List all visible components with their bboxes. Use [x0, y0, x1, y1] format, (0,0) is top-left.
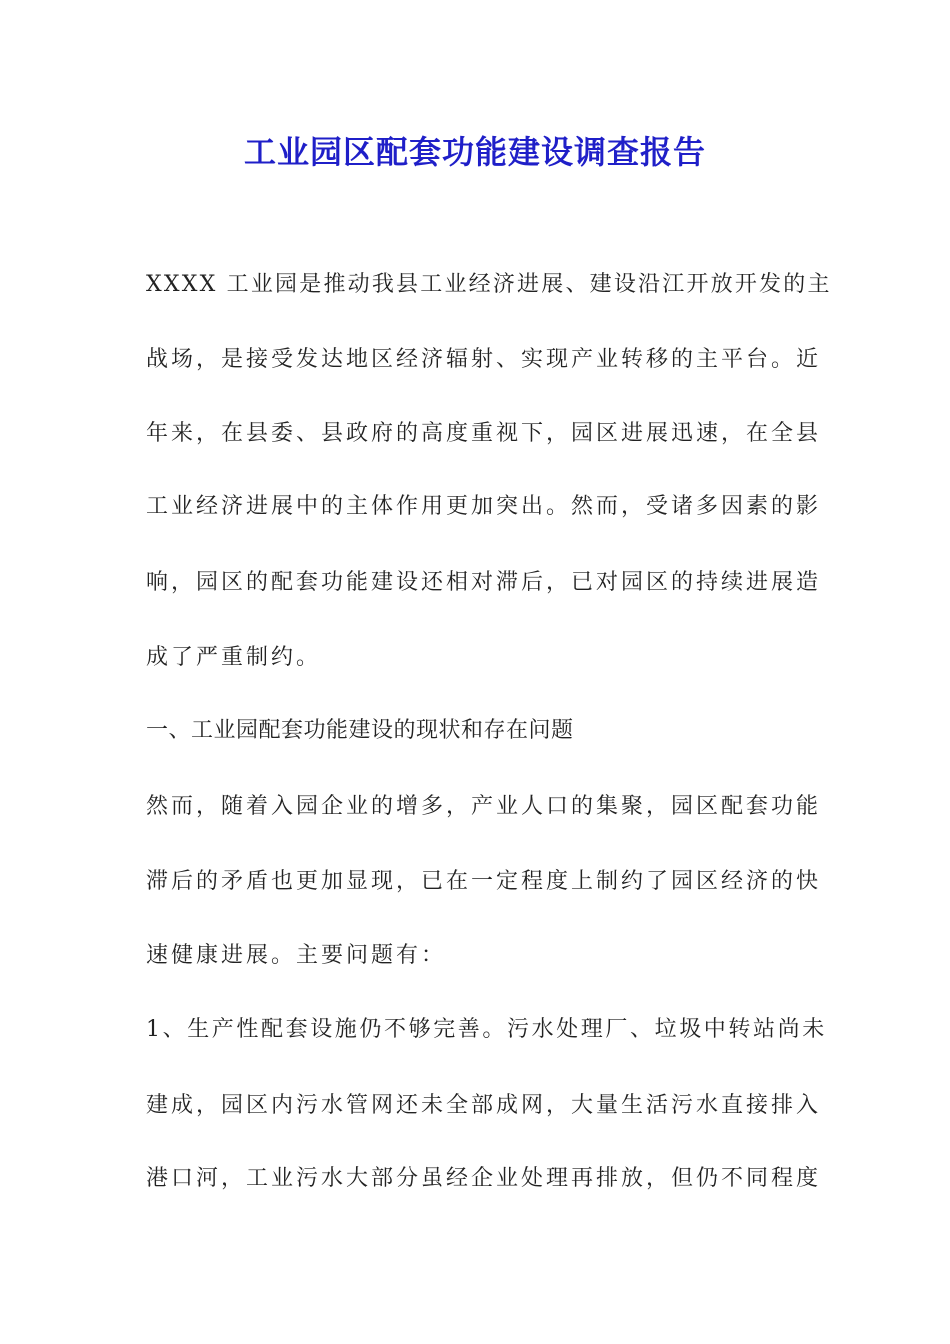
document-title: 工业园区配套功能建设调查报告 — [243, 133, 706, 171]
paragraph-line: 战场，是接受发达地区经济辐射、实现产业转移的主平台。近 — [146, 347, 822, 372]
paragraph-line: 然而，随着入园企业的增多，产业人口的集聚，园区配套功能 — [146, 794, 822, 819]
paragraph-line: 工业经济进展中的主体作用更加突出。然而，受诸多因素的影 — [146, 494, 822, 519]
paragraph-line: 年来，在县委、县政府的高度重视下，园区进展迅速，在全县 — [146, 421, 822, 446]
paragraph-line: XXXX 工业园是推动我县工业经济进展、建设沿江开放开发的主 — [146, 272, 832, 297]
paragraph-line: 港口河，工业污水大部分虽经企业处理再排放，但仍不同程度 — [146, 1166, 822, 1191]
paragraph-line: 1、生产性配套设施仍不够完善。污水处理厂、垃圾中转站尚未 — [146, 1017, 827, 1042]
paragraph-line: 响，园区的配套功能建设还相对滞后，已对园区的持续进展造 — [146, 570, 822, 595]
paragraph-line: 成了严重制约。 — [146, 645, 322, 670]
paragraph-line: 滞后的矛盾也更加显现，已在一定程度上制约了园区经济的快 — [146, 869, 822, 894]
paragraph-line: 建成，园区内污水管网还未全部成网，大量生活污水直接排入 — [146, 1093, 822, 1118]
paragraph-line: 速健康进展。主要问题有： — [146, 943, 447, 968]
section-heading: 一、工业园配套功能建设的现状和存在问题 — [146, 718, 574, 743]
